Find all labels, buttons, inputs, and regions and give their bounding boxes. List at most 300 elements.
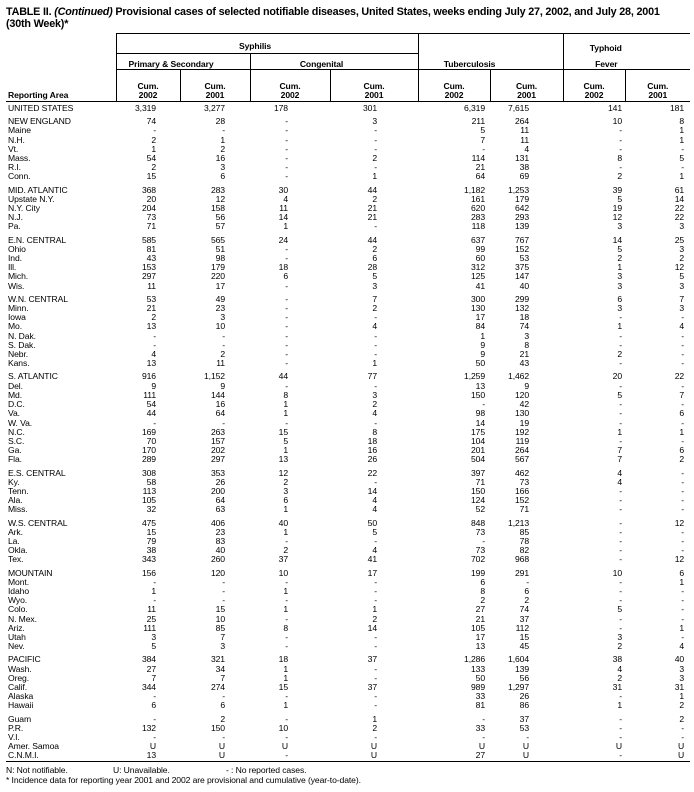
value-cell: - [222, 331, 225, 341]
table-number: TABLE II. [6, 6, 52, 18]
value-cell: 53 [519, 254, 530, 264]
value-cell: - [681, 144, 685, 154]
value-cell: 1 [283, 673, 288, 683]
value-cell: 916 [141, 372, 156, 382]
header-tuberculosis-spacer [418, 34, 563, 54]
value-cell: 1 [679, 427, 685, 437]
value-cell: 585 [141, 235, 156, 245]
table-row [6, 419, 690, 428]
value-cell: 4 [617, 664, 623, 674]
value-cell: 130 [514, 409, 530, 419]
value-cell: 10 [612, 568, 623, 578]
table-row [6, 213, 690, 222]
cum-label: Cum. [647, 80, 669, 91]
value-cell: - [619, 486, 623, 496]
value-cell: 1 [283, 400, 288, 410]
value-cell: 40 [215, 546, 225, 556]
value-cell: U [478, 742, 486, 752]
value-cell: 45 [519, 642, 530, 652]
table-row [6, 154, 690, 163]
value-cell: 9 [480, 340, 486, 350]
value-cell: 44 [278, 372, 288, 382]
value-cell: 20 [146, 194, 156, 204]
value-cell: - [619, 733, 623, 742]
value-cell: 158 [210, 204, 225, 214]
value-cell: 38 [612, 655, 623, 665]
value-cell: U [615, 742, 623, 752]
row-area-label: Kans. [8, 359, 30, 369]
value-cell: 4 [679, 642, 685, 652]
value-cell: - [285, 322, 288, 332]
value-cell: 3 [679, 304, 685, 314]
value-cell: 2 [372, 400, 378, 410]
value-cell: 70 [146, 436, 156, 446]
value-cell: 86 [519, 701, 530, 711]
table-row [6, 642, 690, 651]
value-cell: 475 [141, 518, 156, 528]
header-reporting-area: Reporting Area [6, 70, 116, 102]
value-cell: 12 [674, 263, 685, 273]
value-cell: 3,319 [134, 103, 156, 113]
value-cell: 12 [674, 518, 685, 528]
value-cell: 26 [519, 692, 530, 702]
value-cell: 1,253 [508, 185, 530, 195]
value-cell: 16 [215, 154, 225, 164]
value-cell: 7 [220, 673, 225, 683]
value-cell: U [218, 742, 225, 752]
value-cell: 152 [514, 496, 530, 506]
value-cell: 37 [278, 555, 288, 565]
value-cell: 14 [278, 213, 288, 223]
table-row [6, 295, 690, 304]
value-cell: 375 [514, 263, 530, 273]
value-cell: 1 [283, 527, 288, 537]
value-cell: 14 [367, 486, 378, 496]
value-cell: 8 [283, 623, 288, 633]
value-cell: 39 [612, 185, 623, 195]
value-cell: 131 [514, 154, 530, 164]
row-area-label: Minn. [8, 304, 29, 314]
value-cell: - [374, 418, 378, 428]
value-cell: 54 [146, 154, 156, 164]
value-cell: 43 [146, 254, 156, 264]
footnotes [6, 765, 692, 785]
cum-label: Cum. [363, 80, 385, 91]
value-cell: 21 [367, 213, 378, 223]
value-cell: 264 [514, 117, 530, 127]
row-area-label: Va. [8, 409, 20, 419]
value-cell: 21 [475, 614, 486, 624]
value-cell: - [374, 477, 378, 487]
value-cell: 133 [470, 664, 486, 674]
value-cell: 6 [220, 701, 225, 711]
value-cell: 60 [475, 254, 486, 264]
value-cell: - [222, 340, 225, 350]
row-area-label: P.R. [8, 723, 24, 733]
value-cell: - [619, 536, 623, 546]
footnote-legend [6, 765, 692, 775]
value-cell: 397 [470, 468, 486, 478]
value-cell: 2 [372, 304, 378, 314]
value-cell: - [285, 304, 288, 314]
table-row [6, 455, 690, 464]
value-cell: 297 [210, 455, 225, 465]
value-cell: - [222, 692, 225, 702]
value-cell: 13 [475, 642, 486, 652]
row-area-label: Ind. [8, 254, 22, 264]
value-cell: 283 [470, 213, 486, 223]
value-cell: - [285, 154, 288, 164]
value-cell: 44 [367, 185, 378, 195]
value-cell: 3 [220, 642, 225, 652]
value-cell: - [374, 144, 378, 154]
value-cell: 10 [278, 568, 288, 578]
value-cell: 6 [679, 409, 685, 419]
year-label: 2001 [205, 89, 225, 100]
value-cell: 7 [617, 446, 623, 456]
value-cell: 2 [617, 172, 623, 182]
value-cell: - [482, 536, 486, 546]
table-row [6, 605, 690, 614]
value-cell: - [482, 144, 486, 154]
value-cell: 6 [283, 496, 288, 506]
table-row [6, 409, 690, 418]
value-cell: - [285, 254, 288, 264]
value-cell: 5 [480, 126, 486, 136]
value-cell: 7 [151, 673, 156, 683]
value-cell: 344 [141, 682, 156, 692]
value-cell: 73 [146, 213, 156, 223]
value-cell: 6 [220, 172, 225, 182]
row-area-label: N.Y. City [8, 204, 40, 214]
table-title [6, 6, 692, 30]
row-area-label: Okla. [8, 546, 28, 556]
value-cell: - [153, 733, 156, 742]
value-cell: 293 [514, 213, 530, 223]
table-row [6, 172, 690, 181]
value-cell: - [681, 546, 685, 556]
value-cell: - [285, 135, 288, 145]
value-cell: U [522, 751, 530, 761]
value-cell: 166 [514, 486, 530, 496]
row-area-label: Conn. [8, 172, 31, 182]
value-cell: - [374, 586, 378, 596]
value-cell: 2 [617, 350, 623, 360]
value-cell: 21 [519, 350, 530, 360]
value-cell: 6 [372, 254, 378, 264]
value-cell: 2 [524, 596, 530, 606]
table-row [6, 204, 690, 213]
value-cell: - [681, 400, 685, 410]
value-cell: 44 [367, 235, 378, 245]
row-area-label: La. [8, 536, 20, 546]
value-cell: 3 [679, 673, 685, 683]
header-cum-2001 [330, 70, 418, 102]
value-cell: 27 [475, 751, 486, 761]
value-cell: 11 [216, 359, 225, 369]
value-cell: 81 [146, 244, 156, 254]
value-cell: 7 [220, 632, 225, 642]
value-cell: 8 [283, 390, 288, 400]
value-cell: 15 [146, 527, 156, 537]
value-cell: 104 [470, 436, 486, 446]
value-cell: 1 [283, 446, 288, 456]
value-cell: 1 [617, 701, 623, 711]
value-cell: 132 [514, 304, 530, 314]
row-area-label: S. ATLANTIC [8, 372, 58, 382]
value-cell: - [222, 733, 225, 742]
value-cell: 308 [141, 468, 156, 478]
value-cell: 3 [220, 163, 225, 173]
value-cell: 181 [670, 103, 685, 113]
cum-label: Cum. [137, 80, 159, 91]
table-row [6, 633, 690, 642]
value-cell: - [285, 172, 288, 182]
value-cell: 114 [471, 154, 486, 164]
table-row [6, 341, 690, 350]
value-cell: 384 [141, 655, 156, 665]
value-cell: - [285, 144, 288, 154]
table-row [6, 322, 690, 331]
value-cell: 85 [215, 623, 225, 633]
value-cell: 2 [372, 614, 378, 624]
value-cell: 17 [215, 281, 225, 291]
row-area-label: Mass. [8, 154, 31, 164]
value-cell: 3 [283, 486, 288, 496]
value-cell: 15 [519, 632, 530, 642]
value-cell: 199 [470, 568, 486, 578]
value-cell: 4 [617, 477, 623, 487]
value-cell: 147 [514, 272, 530, 282]
value-cell: - [619, 555, 623, 565]
row-area-label: Vt. [8, 144, 19, 154]
value-cell: 312 [470, 263, 486, 273]
value-cell: 16 [367, 446, 378, 456]
value-cell: 6,319 [464, 103, 486, 113]
value-cell: - [153, 596, 156, 606]
value-cell: 2 [679, 455, 685, 465]
value-cell: 27 [146, 664, 156, 674]
value-cell: 1,213 [508, 518, 530, 528]
value-cell: 5 [617, 605, 623, 615]
table-row [6, 372, 690, 381]
table-row [6, 578, 690, 587]
value-cell: 19 [612, 204, 623, 214]
year-label: 2001 [517, 89, 536, 100]
value-cell: 14 [367, 623, 378, 633]
value-cell: 28 [367, 263, 378, 273]
value-cell: - [681, 350, 685, 360]
value-cell: 8 [679, 117, 685, 127]
value-cell: - [222, 418, 225, 428]
value-cell: 14 [674, 194, 685, 204]
table-row [6, 446, 690, 455]
value-cell: - [681, 359, 685, 369]
value-cell: - [681, 313, 685, 323]
value-cell: 77 [367, 372, 378, 382]
value-cell: 98 [475, 409, 486, 419]
value-cell: 642 [514, 204, 530, 214]
value-cell: 11 [147, 281, 156, 291]
value-cell: 7 [617, 455, 623, 465]
value-cell: 7 [480, 135, 486, 145]
value-cell: - [374, 577, 378, 587]
value-cell: 13 [146, 359, 156, 369]
header-primary-secondary: Primary & Secondary [116, 54, 250, 70]
value-cell: - [153, 692, 156, 702]
value-cell: - [619, 496, 623, 506]
table-row [6, 163, 690, 172]
header-cum-2002 [250, 70, 330, 102]
value-cell: - [619, 518, 623, 528]
value-cell: 25 [674, 235, 685, 245]
value-cell: 1 [283, 664, 288, 674]
value-cell: 26 [215, 477, 225, 487]
legend-no-reported-cases: - : No reported cases. [226, 764, 307, 775]
table-row [6, 615, 690, 624]
value-cell: 767 [514, 235, 530, 245]
value-cell: - [681, 586, 685, 596]
table-body [6, 102, 690, 762]
header-tuberculosis: Tuberculosis [418, 54, 563, 70]
value-cell: 3 [679, 222, 685, 232]
row-area-label: N. Mex. [8, 614, 37, 624]
value-cell: 10 [215, 322, 225, 332]
value-cell: 54 [146, 400, 156, 410]
value-cell: - [619, 359, 623, 369]
value-cell: 79 [146, 536, 156, 546]
row-area-label: Del. [8, 381, 23, 391]
value-cell: 73 [475, 527, 486, 537]
row-area-label: MOUNTAIN [8, 568, 53, 578]
value-cell: 111 [143, 623, 156, 633]
value-cell: 15 [278, 682, 288, 692]
value-cell: 38 [519, 163, 530, 173]
value-cell: - [681, 605, 685, 615]
row-area-label: Md. [8, 390, 23, 400]
row-area-label: Idaho [8, 586, 30, 596]
value-cell: - [374, 596, 378, 606]
value-cell: 5 [679, 154, 685, 164]
value-cell: 119 [515, 436, 530, 446]
value-cell: U [370, 751, 378, 761]
value-cell: 567 [514, 455, 530, 465]
value-cell: - [285, 313, 288, 323]
value-cell: - [619, 331, 623, 341]
header-congenital: Congenital [250, 54, 418, 70]
row-area-label: Colo. [8, 605, 28, 615]
value-cell: 57 [215, 222, 225, 232]
value-cell: - [619, 596, 623, 606]
value-cell: 42 [519, 400, 530, 410]
row-area-label: C.N.M.I. [8, 751, 39, 761]
value-cell: 73 [475, 546, 486, 556]
value-cell: 3 [617, 632, 623, 642]
table-row [6, 254, 690, 263]
value-cell: - [374, 733, 378, 742]
value-cell: 4 [372, 496, 378, 506]
value-cell: 1 [679, 577, 685, 587]
value-cell: 192 [514, 427, 530, 437]
value-cell: - [374, 642, 378, 652]
value-cell: 105 [470, 623, 486, 633]
table-title-line1 [6, 6, 692, 18]
table-row [6, 359, 690, 368]
value-cell: 2 [372, 154, 378, 164]
row-area-label: Calif. [8, 682, 27, 692]
value-cell: 99 [475, 244, 486, 254]
table-row [6, 683, 690, 692]
value-cell: 20 [612, 372, 623, 382]
table-row [6, 496, 690, 505]
value-cell: - [526, 577, 530, 587]
value-cell: 620 [470, 204, 486, 214]
value-cell: 989 [470, 682, 486, 692]
value-cell: 157 [210, 436, 225, 446]
value-cell: 18 [278, 655, 288, 665]
header-cum-2001 [490, 70, 563, 102]
value-cell: - [374, 664, 378, 674]
value-cell: 179 [210, 263, 225, 273]
value-cell: - [619, 340, 623, 350]
year-label: 2002 [138, 89, 158, 100]
row-area-label: Tex. [8, 555, 24, 565]
value-cell: 64 [215, 496, 225, 506]
value-cell: - [619, 163, 623, 173]
value-cell: 15 [146, 172, 156, 182]
value-cell: 18 [278, 263, 288, 273]
table-row [6, 528, 690, 537]
value-cell: 50 [367, 518, 378, 528]
value-cell: 1 [679, 135, 685, 145]
value-cell: - [374, 692, 378, 702]
value-cell: - [374, 331, 378, 341]
value-cell: - [681, 733, 685, 742]
table-row [6, 469, 690, 478]
value-cell: 3 [679, 281, 685, 291]
value-cell: 2 [372, 194, 378, 204]
value-cell: 169 [141, 427, 156, 437]
table-row [6, 145, 690, 154]
value-cell: 161 [470, 194, 486, 204]
value-cell: U [370, 742, 378, 752]
row-area-label: Hawaii [8, 701, 34, 711]
row-area-label: W.N. CENTRAL [8, 294, 68, 304]
row-area-label: Ga. [8, 446, 22, 456]
value-cell: 178 [273, 103, 288, 113]
table-row [6, 742, 690, 751]
value-cell: 31 [674, 682, 685, 692]
row-area-label: S.C. [8, 436, 25, 446]
value-cell: 11 [520, 126, 530, 136]
value-cell: 4 [151, 350, 156, 360]
header-row-cum [6, 70, 690, 102]
value-cell: - [222, 596, 225, 606]
value-cell: - [153, 714, 156, 724]
table-row [6, 102, 690, 114]
year-label: 2001 [648, 89, 668, 100]
value-cell: 17 [475, 632, 486, 642]
value-cell: 64 [215, 409, 225, 419]
value-cell: - [619, 623, 623, 633]
value-cell: - [619, 751, 623, 761]
value-cell: 8 [617, 154, 623, 164]
value-cell: 71 [475, 477, 486, 487]
table-row [6, 655, 690, 664]
value-cell: 1 [617, 322, 623, 332]
value-cell: 83 [215, 536, 225, 546]
value-cell: 1 [679, 126, 685, 136]
